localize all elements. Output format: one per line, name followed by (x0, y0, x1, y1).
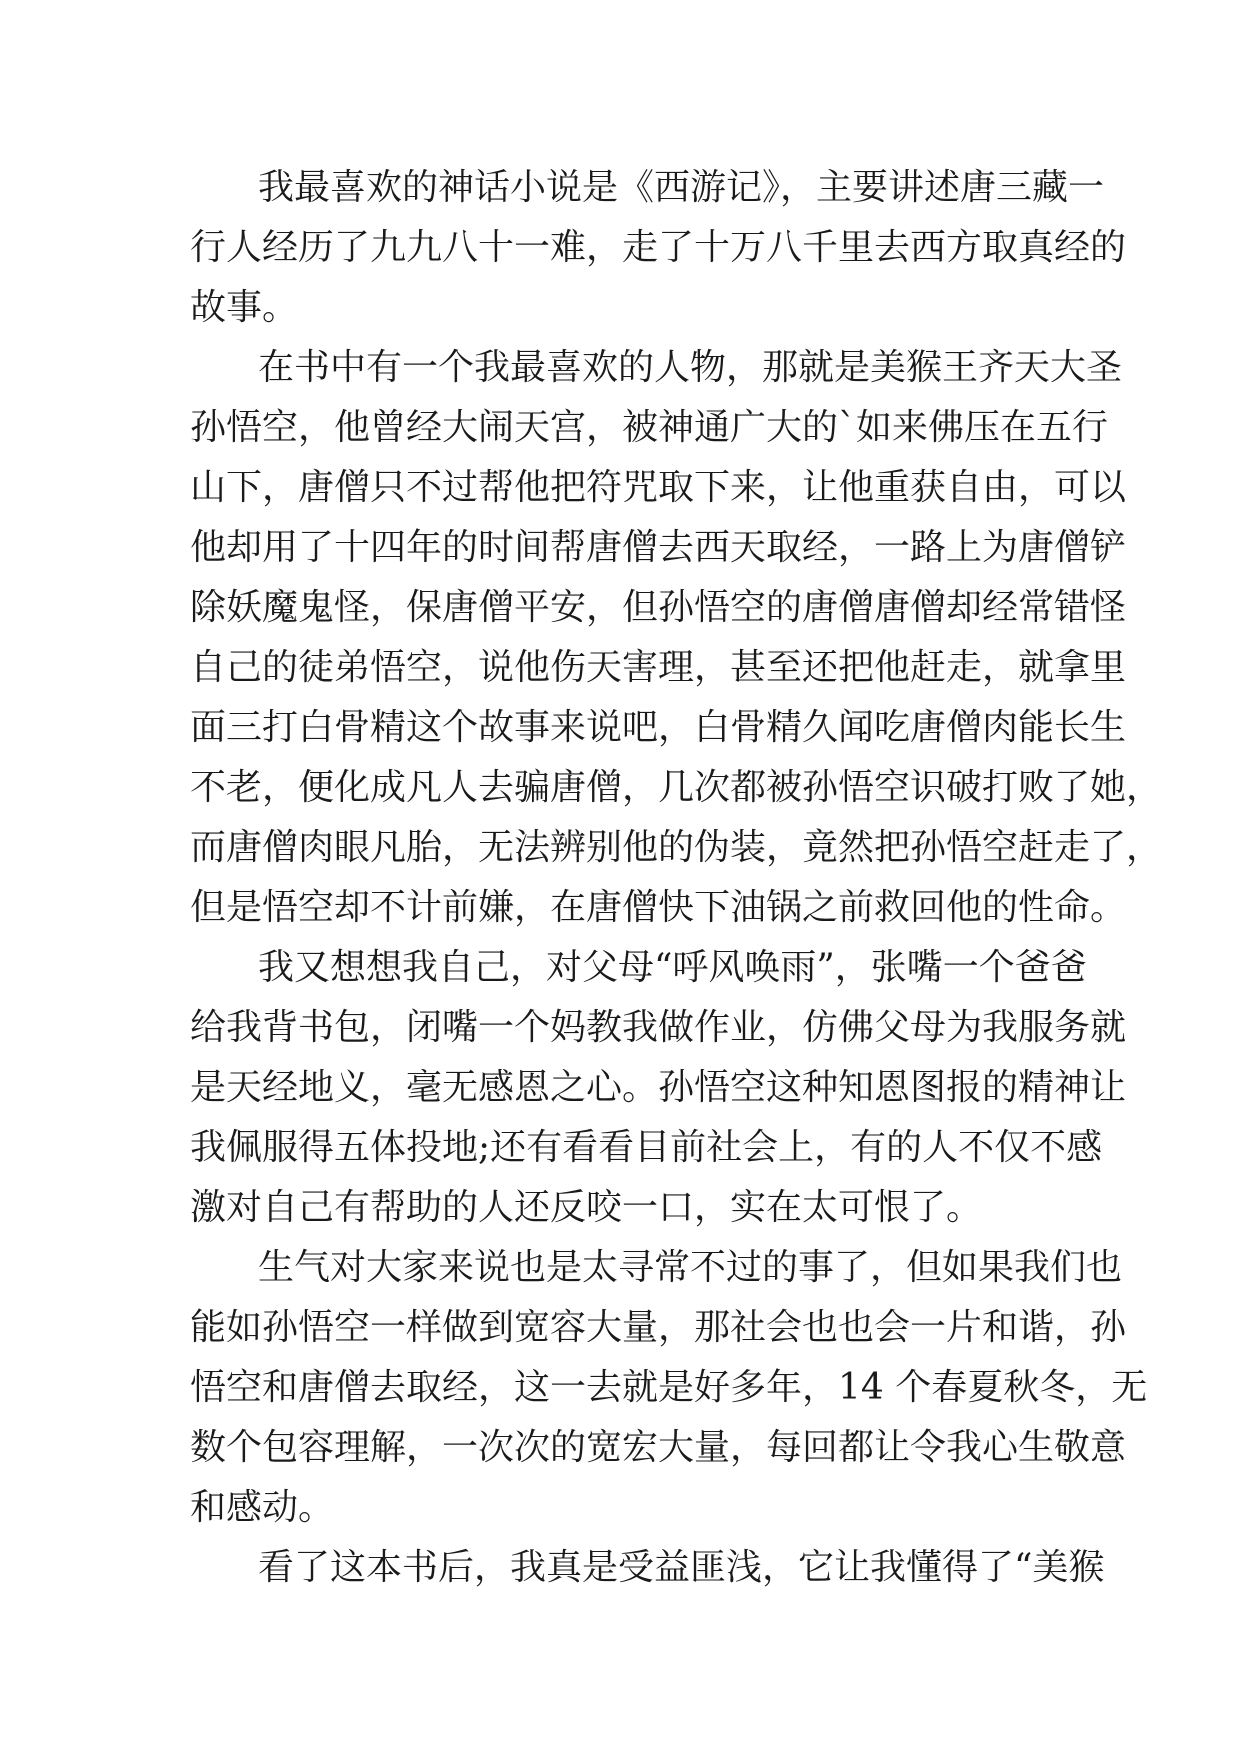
paragraph-2-line-10: 但是悟空却不计前嫌，在唐僧快下油锅之前救回他的性命。 (190, 887, 1127, 928)
paragraph-3-line-3: 是天经地义，毫无感恩之心。孙悟空这种知恩图报的精神让 (190, 1067, 1127, 1108)
paragraph-1-line-2: 行人经历了九九八十一难，走了十万八千里去西方取真经的 (190, 227, 1127, 268)
paragraph-2-line-7: 面三打白骨精这个故事来说吧，白骨精久闻吃唐僧肉能长生 (190, 707, 1127, 748)
paragraph-3-line-1: 我又想想我自己，对父母“呼风唤雨”，张嘴一个爸爸 (258, 947, 1087, 988)
paragraph-3-line-5: 激对自己有帮助的人还反咬一口，实在太可恨了。 (190, 1187, 983, 1228)
essay-body (190, 158, 1163, 1598)
paragraph-4-line-1: 生气对大家来说也是太寻常不过的事了，但如果我们也 (258, 1247, 1123, 1288)
paragraph-2-line-3: 山下，唐僧只不过帮他把符咒取下来，让他重获自由，可以 (190, 467, 1127, 508)
paragraph-1-line-1: 我最喜欢的神话小说是《西游记》，主要讲述唐三藏一 (258, 167, 1105, 208)
paragraph-1-line-3: 故事。 (190, 287, 299, 328)
paragraph-2-line-6: 自己的徒弟悟空，说他伤天害理，甚至还把他赶走，就拿里 (190, 647, 1127, 688)
paragraph-2-line-9: 而唐僧肉眼凡胎，无法辨别他的伪装，竟然把孙悟空赶走了， (190, 827, 1163, 868)
paragraph-4-line-3: 悟空和唐僧去取经，这一去就是好多年，14 个春夏秋冬，无 (190, 1367, 1148, 1408)
paragraph-5-line-1: 看了这本书后，我真是受益匪浅，它让我懂得了“美猴 (258, 1547, 1105, 1588)
paragraph-2-line-2: 孙悟空，他曾经大闹天宫，被神通广大的`如来佛压在五行 (190, 407, 1109, 448)
paragraph-2-line-8: 不老，便化成凡人去骗唐僧，几次都被孙悟空识破打败了她， (190, 767, 1163, 808)
paragraph-3-line-4: 我佩服得五体投地;还有看看目前社会上，有的人不仅不感 (190, 1127, 1103, 1168)
paragraph-4-line-2: 能如孙悟空一样做到宽容大量，那社会也也会一片和谐，孙 (190, 1307, 1127, 1348)
paragraph-2-line-5: 除妖魔鬼怪，保唐僧平安，但孙悟空的唐僧唐僧却经常错怪 (190, 587, 1127, 628)
paragraph-3-line-2: 给我背书包，闭嘴一个妈教我做作业，仿佛父母为我服务就 (190, 1007, 1127, 1048)
paragraph-4-line-5: 和感动。 (190, 1487, 335, 1528)
paragraph-2-line-1: 在书中有一个我最喜欢的人物，那就是美猴王齐天大圣 (258, 347, 1123, 388)
paragraph-4-line-4: 数个包容理解，一次次的宽宏大量，每回都让令我心生敬意 (190, 1427, 1127, 1468)
paragraph-2-line-4: 他却用了十四年的时间帮唐僧去西天取经，一路上为唐僧铲 (190, 527, 1127, 568)
